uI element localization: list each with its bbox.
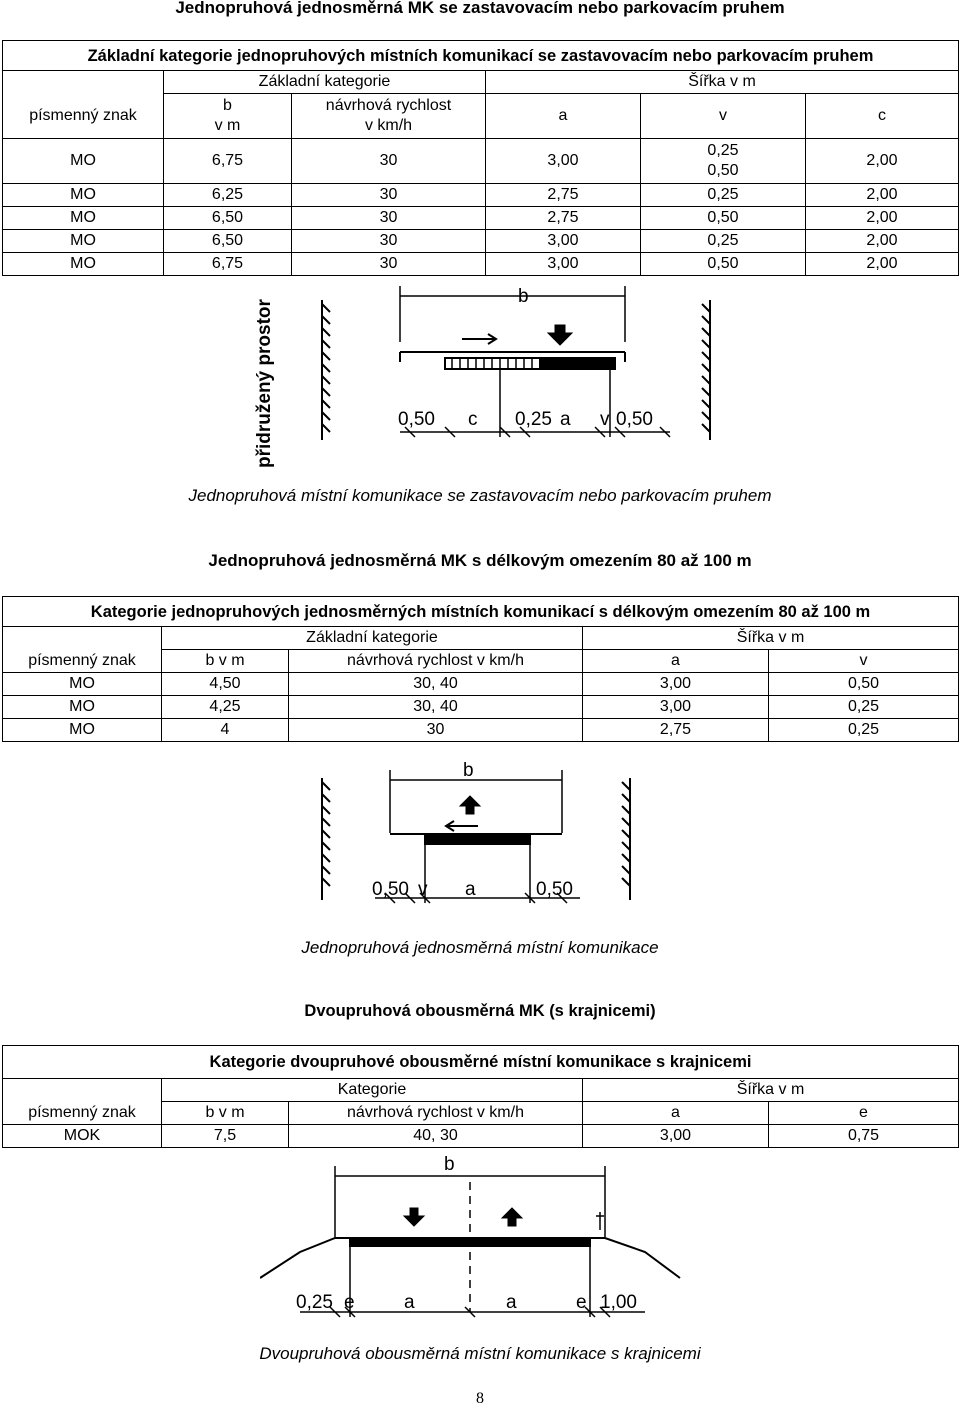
table-cell: 4 — [162, 719, 289, 742]
table-cell: 2,00 — [806, 252, 959, 275]
table-cell: 2,00 — [806, 206, 959, 229]
table-header-cell — [292, 94, 486, 139]
header-line: b — [223, 96, 232, 114]
table-cell: 0,25 — [641, 229, 806, 252]
wall-hatching — [322, 782, 330, 886]
dim-label: 0,50 — [536, 879, 573, 900]
table-header-row — [3, 650, 959, 673]
table-cell: 2,75 — [486, 206, 641, 229]
section2-caption: Jednopruhová jednosměrná místní komunikace — [301, 938, 659, 957]
table-cell: MO — [3, 673, 162, 696]
dim-label: v — [600, 409, 610, 430]
vertical-label: přidružený prostor — [254, 299, 275, 468]
table-cell: 0,25 — [641, 183, 806, 206]
arrow-down-icon — [404, 1208, 424, 1226]
table-title: Základní kategorie jednopruhových místních komunikací se zastavovacím nebo parkovacím pruhem — [3, 41, 959, 71]
dim-label: 0,25 — [515, 409, 552, 430]
wall-hatching — [322, 304, 330, 432]
table-cell: 3,00 — [486, 138, 641, 183]
table-header-cell — [3, 71, 164, 94]
table-header-cell: a — [486, 94, 641, 139]
dim-label: 0,50 — [616, 409, 653, 430]
table-cell: MO — [3, 183, 164, 206]
table-header-cell: v — [769, 650, 959, 673]
section1-table — [2, 40, 959, 276]
table-header-row — [3, 1102, 959, 1125]
table-cell: 2,75 — [486, 183, 641, 206]
section2-heading: Jednopruhová jednosměrná MK s délkovým omezením 80 až 100 m — [208, 551, 752, 570]
table-cell: 7,5 — [162, 1125, 289, 1148]
section3-caption: Dvoupruhová obousměrná místní komunikace s krajnicemi — [259, 1344, 701, 1363]
table-cell: MO — [3, 206, 164, 229]
dim-b-label: b — [518, 286, 529, 307]
table-group-row — [3, 627, 959, 650]
table-row — [3, 719, 959, 742]
table-cell: MOK — [3, 1125, 162, 1148]
section3-road-diagram — [260, 1152, 700, 1322]
dim-label: e — [344, 1292, 355, 1313]
table-cell: 0,75 — [769, 1125, 959, 1148]
section1-heading: Jednopruhová jednosměrná MK se zastavovacím nebo parkovacím pruhem — [175, 0, 785, 17]
table-header-cell — [164, 94, 292, 139]
table-header-cell — [3, 1079, 162, 1102]
table-header-cell: návrhová rychlost v km/h — [289, 1102, 583, 1125]
dim-label: c — [468, 409, 478, 430]
section3-heading: Dvoupruhová obousměrná MK (s krajnicemi) — [304, 1002, 656, 1020]
arrow-up-icon — [502, 1208, 522, 1226]
table-cell: 2,00 — [806, 229, 959, 252]
table-row — [3, 696, 959, 719]
table-cell: 6,75 — [164, 252, 292, 275]
table-header-cell — [3, 627, 162, 650]
table-cell: 30 — [292, 229, 486, 252]
driving-lane — [540, 358, 615, 369]
dim-label: 1,00 — [600, 1292, 637, 1313]
dim-label: a — [560, 409, 571, 430]
table-header-row — [3, 94, 959, 139]
table-header-cell: písmenný znak — [3, 94, 164, 139]
table-row — [3, 673, 959, 696]
table-cell: 0,25 — [769, 719, 959, 742]
table-cell: 30, 40 — [289, 673, 583, 696]
page-number: 8 — [476, 1390, 484, 1407]
table-cell: 3,00 — [583, 696, 769, 719]
dim-b-label: b — [444, 1154, 455, 1175]
cell-line: 0,25 — [707, 141, 739, 159]
table-cell: MO — [3, 252, 164, 275]
dim-label: a — [404, 1292, 415, 1313]
dim-label: v — [418, 879, 428, 900]
table-group-header: Šířka v m — [583, 1079, 959, 1102]
table-cell: 3,00 — [486, 229, 641, 252]
table-title-row — [3, 41, 959, 71]
table-header-cell: a — [583, 1102, 769, 1125]
table-cell: 2,00 — [806, 138, 959, 183]
section2-table — [2, 596, 959, 742]
section2-road-diagram — [300, 758, 660, 918]
table-header-cell: písmenný znak — [3, 650, 162, 673]
dim-label: a — [506, 1292, 517, 1313]
table-cell: 3,00 — [486, 252, 641, 275]
table-cell: 2,75 — [583, 719, 769, 742]
table-cell: 0,50 — [641, 252, 806, 275]
driving-lane — [425, 834, 530, 844]
table-group-row — [3, 1079, 959, 1102]
header-line: v m — [214, 116, 241, 134]
dim-label: a — [465, 879, 476, 900]
table-cell: 30, 40 — [289, 696, 583, 719]
cell-line: 0,50 — [707, 161, 739, 179]
section3-table — [2, 1045, 959, 1148]
table-group-header: Základní kategorie — [164, 71, 486, 94]
table-cell: 3,00 — [583, 673, 769, 696]
table-header-cell: písmenný znak — [3, 1102, 162, 1125]
table-cell: 6,50 — [164, 229, 292, 252]
section1-road-diagram — [230, 282, 730, 474]
table-header-cell: návrhová rychlost v km/h — [289, 650, 583, 673]
table-title: Kategorie jednopruhových jednosměrných místních komunikací s délkovým omezením 80 až 100 m — [3, 597, 959, 627]
table-header-cell: c — [806, 94, 959, 139]
table-header-cell: e — [769, 1102, 959, 1125]
table-group-header: Šířka v m — [583, 627, 959, 650]
table-header-cell: v — [641, 94, 806, 139]
table-row — [3, 183, 959, 206]
marker-icon — [596, 1212, 604, 1230]
table-cell: 0,25 — [769, 696, 959, 719]
table-row — [3, 1125, 959, 1148]
table-cell: 30 — [289, 719, 583, 742]
road-surface — [350, 1238, 590, 1246]
table-cell: 6,25 — [164, 183, 292, 206]
dim-b-label: b — [463, 760, 474, 781]
dim-label: 0,50 — [372, 879, 409, 900]
table-group-header: Kategorie — [162, 1079, 583, 1102]
table-cell: MO — [3, 229, 164, 252]
dim-label: e — [576, 1292, 587, 1313]
table-cell: 2,00 — [806, 183, 959, 206]
header-line: v km/h — [364, 116, 413, 134]
table-cell: 30 — [292, 138, 486, 183]
table-title-row — [3, 597, 959, 627]
table-cell: 30 — [292, 206, 486, 229]
table-cell: 0,50 — [769, 673, 959, 696]
table-row — [3, 229, 959, 252]
arrow-up-icon — [460, 796, 480, 814]
section1-caption: Jednopruhová místní komunikace se zastavovacím nebo parkovacím pruhem — [188, 486, 772, 505]
table-cell: MO — [3, 138, 164, 183]
table-header-cell: a — [583, 650, 769, 673]
table-cell: MO — [3, 719, 162, 742]
table-cell: 6,75 — [164, 138, 292, 183]
table-cell: 6,50 — [164, 206, 292, 229]
table-header-cell: b v m — [162, 650, 289, 673]
table-header-cell: b v m — [162, 1102, 289, 1125]
table-cell: MO — [3, 696, 162, 719]
table-cell: 40, 30 — [289, 1125, 583, 1148]
table-title: Kategorie dvoupruhové obousměrné místní komunikace s krajnicemi — [3, 1046, 959, 1079]
table-row — [3, 252, 959, 275]
table-cell: 3,00 — [583, 1125, 769, 1148]
table-row — [3, 206, 959, 229]
table-cell: 4,50 — [162, 673, 289, 696]
table-cell: 30 — [292, 252, 486, 275]
table-row — [3, 138, 959, 183]
table-group-row — [3, 71, 959, 94]
table-title-row — [3, 1046, 959, 1079]
dim-label: 0,25 — [296, 1292, 333, 1313]
table-cell: 30 — [292, 183, 486, 206]
table-cell: 4,25 — [162, 696, 289, 719]
wall-hatching — [622, 782, 630, 886]
wall-hatching — [702, 304, 710, 432]
header-line: návrhová rychlost — [325, 96, 452, 114]
dim-label: 0,50 — [398, 409, 435, 430]
arrow-down-icon — [548, 325, 572, 345]
table-cell: 0,50 — [641, 206, 806, 229]
table-group-header: Šířka v m — [486, 71, 959, 94]
table-group-header: Základní kategorie — [162, 627, 583, 650]
table-cell — [641, 138, 806, 183]
